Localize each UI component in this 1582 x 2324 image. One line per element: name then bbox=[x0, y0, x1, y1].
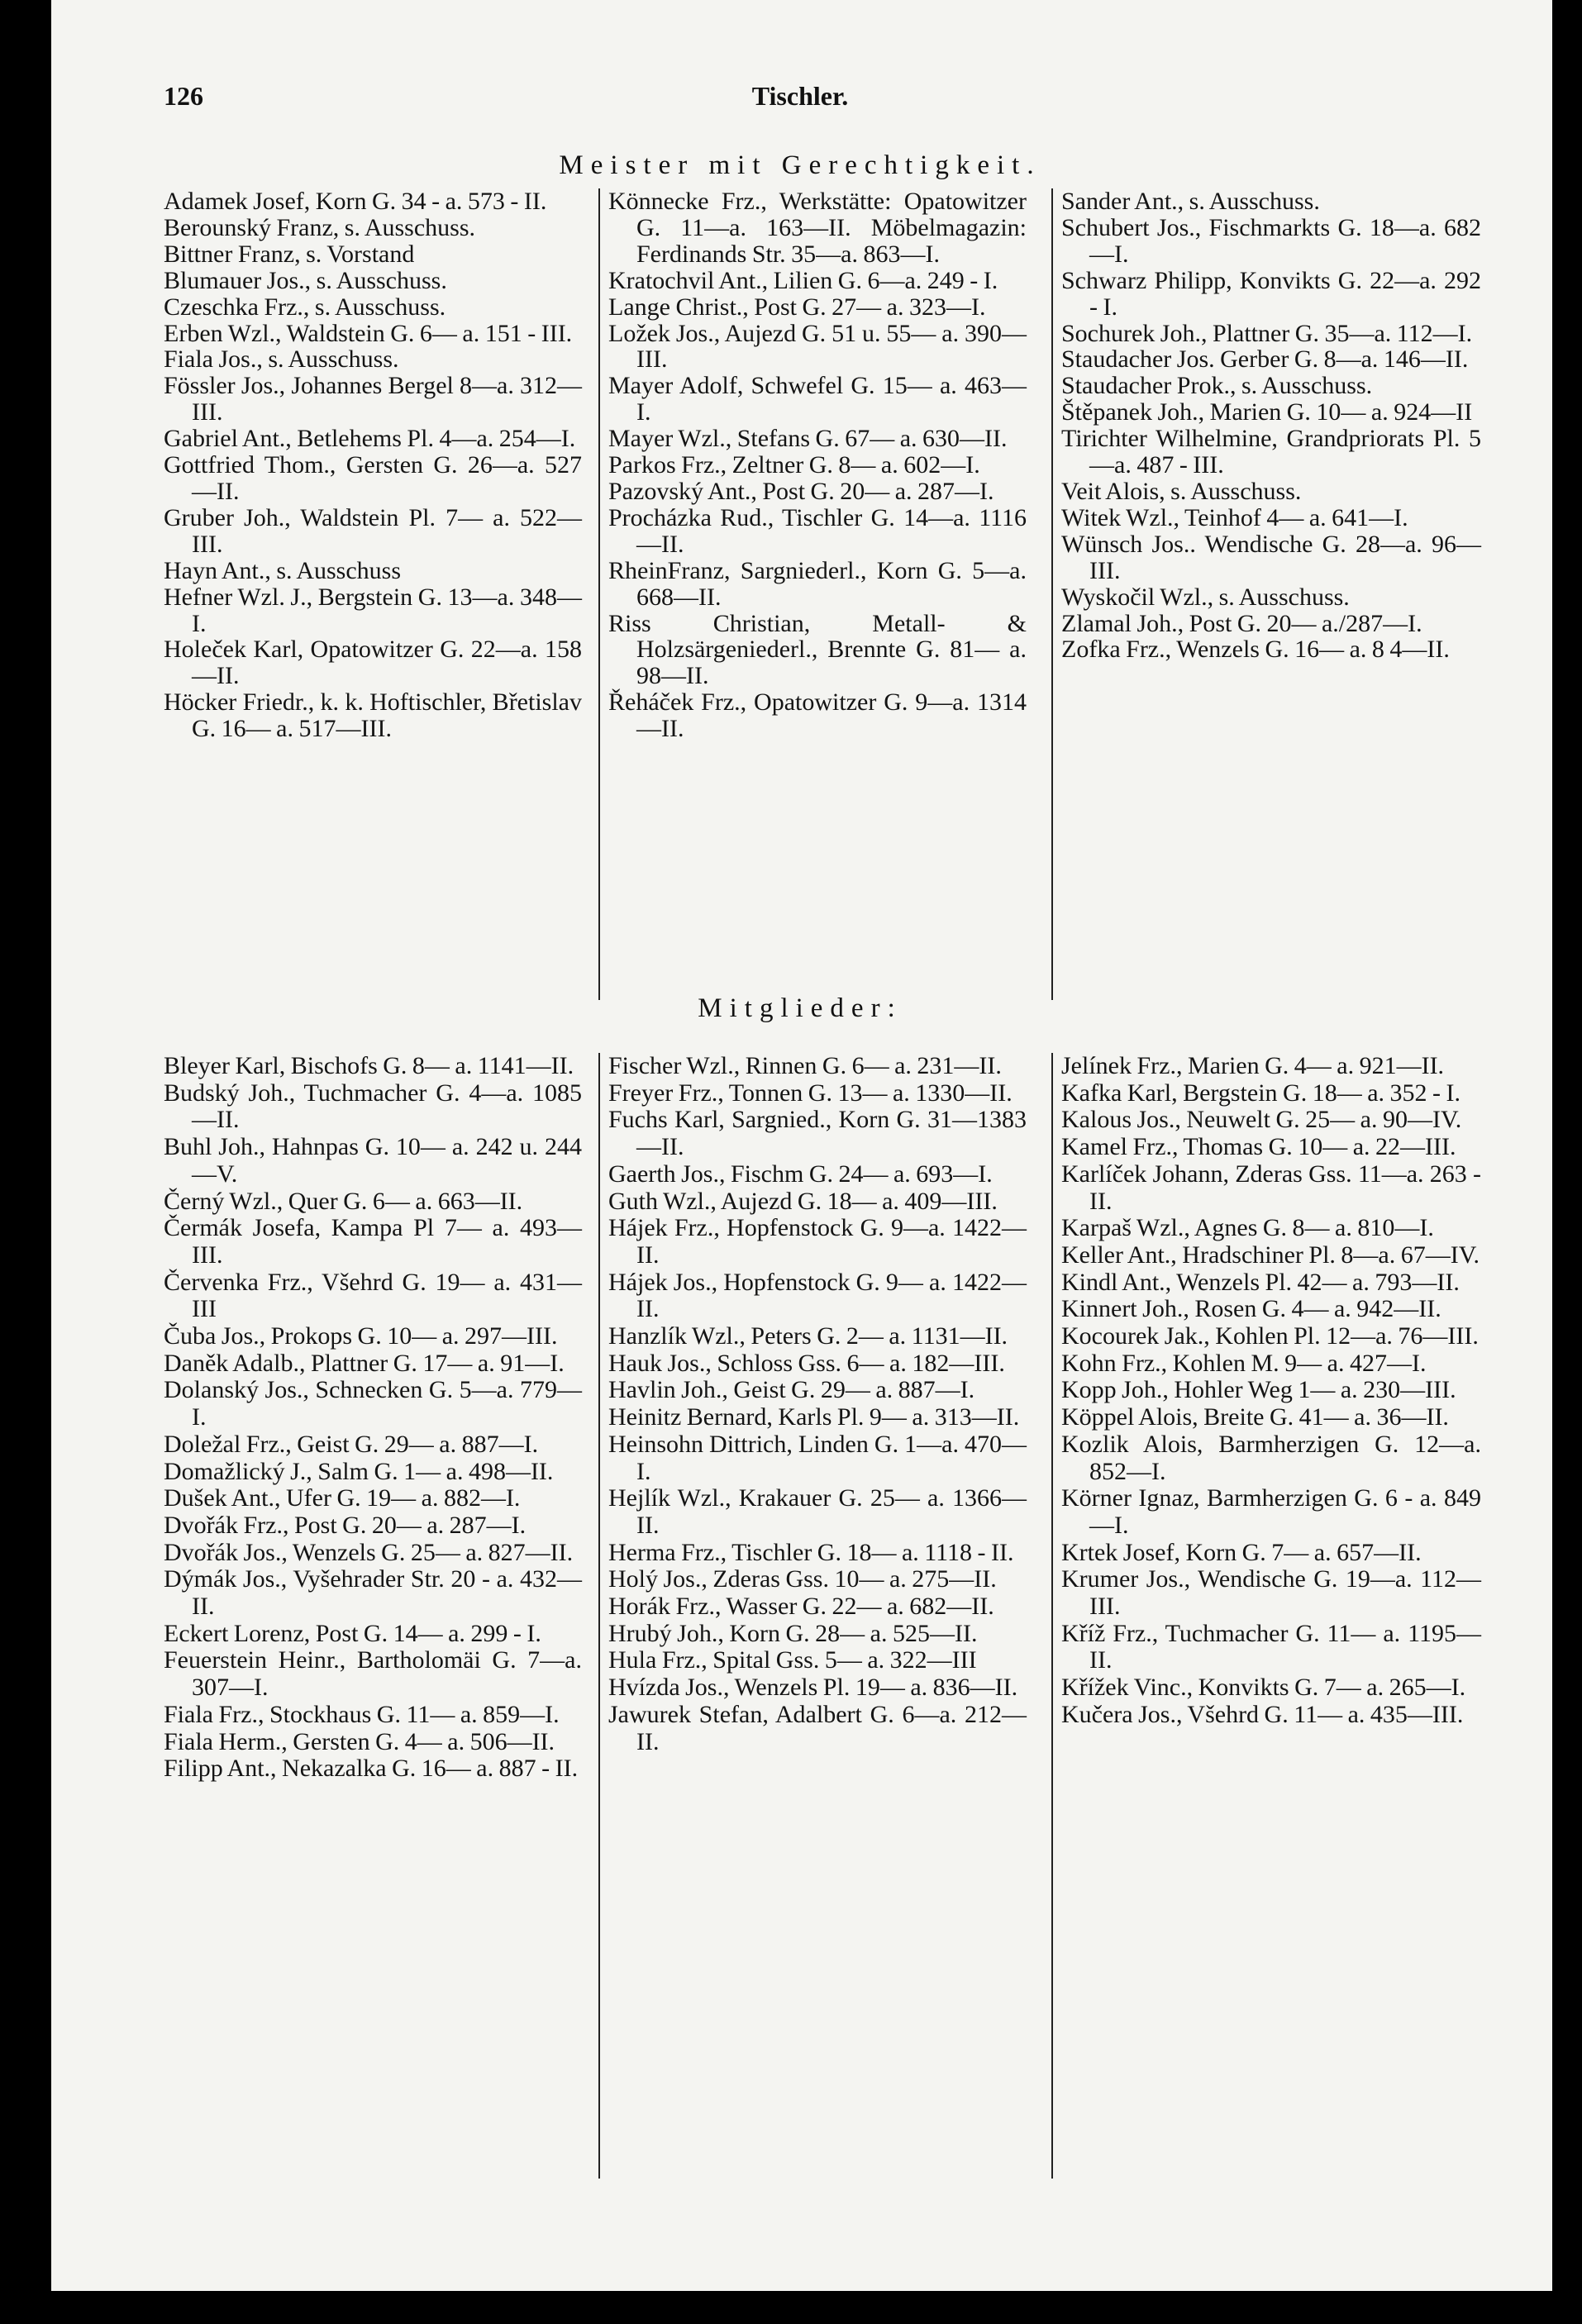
directory-entry: Holeček Karl, Opatowitzer G. 22—a. 158—II. bbox=[164, 636, 582, 690]
directory-entry: Körner Ignaz, Barmherzigen G. 6 - a. 849—I. bbox=[1061, 1484, 1481, 1539]
directory-entry: Gottfried Thom., Gersten G. 26—a. 527—II. bbox=[164, 451, 582, 505]
directory-entry: Gaerth Jos., Fischm G. 24— a. 693—I. bbox=[608, 1160, 993, 1188]
directory-entry: Kohn Frz., Kohlen M. 9— a. 427—I. bbox=[1061, 1349, 1427, 1377]
directory-entry: Hula Frz., Spital Gss. 5— a. 322—III bbox=[608, 1646, 977, 1674]
directory-entry: Hájek Jos., Hopfenstock G. 9— a. 1422—II. bbox=[608, 1268, 1027, 1323]
directory-entry: Köppel Alois, Breite G. 41— a. 36—II. bbox=[1061, 1403, 1449, 1431]
directory-entry: Kratochvil Ant., Lilien G. 6—a. 249 - I. bbox=[608, 266, 998, 294]
directory-entry: Fiala Herm., Gersten G. 4— a. 506—II. bbox=[164, 1727, 555, 1755]
section-masters bbox=[162, 188, 1481, 1000]
directory-entry: Hejlík Wzl., Krakauer G. 25— a. 1366—II. bbox=[608, 1484, 1027, 1539]
directory-entry: Guth Wzl., Aujezd G. 18— a. 409—III. bbox=[608, 1187, 998, 1215]
directory-entry: Krtek Josef, Korn G. 7— a. 657—II. bbox=[1061, 1538, 1422, 1566]
directory-entry: Dušek Ant., Ufer G. 19— a. 882—I. bbox=[164, 1484, 521, 1512]
page-title: Tischler. bbox=[751, 81, 849, 111]
directory-entry: Schubert Jos., Fischmarkts G. 18—a. 682—I. bbox=[1061, 213, 1481, 268]
directory-entry: Hvízda Jos., Wenzels Pl. 19— a. 836—II. bbox=[608, 1674, 1018, 1702]
directory-entry: Staudacher Prok., s. Ausschuss. bbox=[1061, 372, 1373, 400]
directory-entry: Riss Christian, Metall- & Holzsärgeniederl., Brennte G. 81— a. 98—II. bbox=[608, 609, 1027, 690]
directory-entry: Gruber Joh., Waldstein Pl. 7— a. 522—III. bbox=[164, 503, 582, 558]
directory-entry: Kalous Jos., Neuwelt G. 25— a. 90—IV. bbox=[1061, 1106, 1462, 1134]
directory-entry: Heinsohn Dittrich, Linden G. 1—a. 470—I. bbox=[608, 1430, 1027, 1485]
directory-entry: RheinFranz, Sargniederl., Korn G. 5—a. 668—II. bbox=[608, 556, 1027, 611]
directory-entry: Filipp Ant., Nekazalka G. 16— a. 887 - II. bbox=[164, 1755, 579, 1783]
directory-entry: Schwarz Philipp, Konvikts G. 22—a. 292 - I. bbox=[1061, 266, 1481, 321]
directory-entry: Czeschka Frz., s. Ausschuss. bbox=[164, 293, 446, 321]
directory-entry: Hanzlík Wzl., Peters G. 2— a. 1131—II. bbox=[608, 1322, 1008, 1350]
directory-entry: Karlíček Johann, Zderas Gss. 11—a. 263 - II. bbox=[1061, 1160, 1481, 1215]
directory-entry: Kozlik Alois, Barmherzigen G. 12—a. 852—I. bbox=[1061, 1430, 1481, 1485]
directory-entry: Witek Wzl., Teinhof 4— a. 641—I. bbox=[1061, 503, 1408, 531]
directory-entry: Havlin Joh., Geist G. 29— a. 887—I. bbox=[608, 1376, 975, 1404]
directory-entry: Holý Jos., Zderas Gss. 10— a. 275—II. bbox=[608, 1565, 997, 1593]
section-members bbox=[162, 1052, 1481, 2179]
directory-entry: Řeháček Frz., Opatowitzer G. 9—a. 1314—II. bbox=[608, 688, 1027, 743]
directory-entry: Kamel Frz., Thomas G. 10— a. 22—III. bbox=[1061, 1133, 1456, 1161]
directory-entry: Bittner Franz, s. Vorstand bbox=[164, 240, 415, 268]
scan-border-bottom bbox=[0, 2291, 1582, 2324]
directory-entry: Fuchs Karl, Sargnied., Korn G. 31—1383—II. bbox=[608, 1106, 1027, 1161]
column-rule bbox=[598, 188, 600, 1000]
directory-entry: Dýmák Jos., Vyšehrader Str. 20 - a. 432—II. bbox=[164, 1565, 582, 1621]
directory-entry: Hrubý Joh., Korn G. 28— a. 525—II. bbox=[608, 1619, 978, 1647]
masters-column-2 bbox=[605, 188, 1032, 1000]
directory-entry: Jelínek Frz., Marien G. 4— a. 921—II. bbox=[1061, 1052, 1445, 1079]
directory-entry: Kafka Karl, Bergstein G. 18— a. 352 - I. bbox=[1061, 1079, 1460, 1107]
section-heading-members: Mitglieder: bbox=[698, 993, 903, 1023]
page-number: 126 bbox=[164, 81, 203, 111]
directory-entry: Ložek Jos., Aujezd G. 51 u. 55— a. 390—III. bbox=[608, 319, 1027, 374]
directory-entry: Fiala Jos., s. Ausschuss. bbox=[164, 345, 399, 374]
directory-entry: Heinitz Bernard, Karls Pl. 9— a. 313—II. bbox=[608, 1403, 1020, 1431]
directory-entry: Höcker Friedr., k. k. Hoftischler, Břetislav G. 16— a. 517—III. bbox=[164, 688, 582, 743]
directory-entry: Feuerstein Heinr., Bartholomäi G. 7—a. 307—I. bbox=[164, 1646, 582, 1702]
column-rule bbox=[1051, 188, 1053, 1000]
directory-entry: Hauk Jos., Schloss Gss. 6— a. 182—III. bbox=[608, 1349, 1005, 1377]
directory-entry: Herma Frz., Tischler G. 18— a. 1118 - II. bbox=[608, 1538, 1014, 1566]
directory-entry: Daněk Adalb., Plattner G. 17— a. 91—I. bbox=[164, 1349, 565, 1377]
directory-entry: Kindl Ant., Wenzels Pl. 42— a. 793—II. bbox=[1061, 1268, 1460, 1296]
directory-entry: Budský Joh., Tuchmacher G. 4—a. 1085—II. bbox=[164, 1079, 582, 1134]
directory-entry: Mayer Adolf, Schwefel G. 15— a. 463—I. bbox=[608, 372, 1027, 426]
directory-entry: Doležal Frz., Geist G. 29— a. 887—I. bbox=[164, 1430, 539, 1458]
directory-entry: Wünsch Jos.. Wendische G. 28—a. 96—III. bbox=[1061, 530, 1481, 584]
running-header bbox=[164, 81, 1437, 114]
directory-entry: Kocourek Jak., Kohlen Pl. 12—a. 76—III. bbox=[1061, 1322, 1479, 1350]
directory-entry: Eckert Lorenz, Post G. 14— a. 299 - I. bbox=[164, 1619, 541, 1647]
directory-entry: Lange Christ., Post G. 27— a. 323—I. bbox=[608, 293, 986, 321]
directory-entry: Černý Wzl., Quer G. 6— a. 663—II. bbox=[164, 1187, 523, 1215]
directory-entry: Könnecke Frz., Werkstätte: Opatowitzer G. 11—a. 163—II. Möbelmagazin: Ferdinands Str. 35—a. 863—I. bbox=[608, 188, 1027, 268]
directory-entry: Freyer Frz., Tonnen G. 13— a. 1330—II. bbox=[608, 1079, 1013, 1107]
directory-entry: Domažlický J., Salm G. 1— a. 498—II. bbox=[164, 1457, 554, 1485]
directory-entry: Veit Alois, s. Ausschuss. bbox=[1061, 477, 1302, 505]
scan-border-left bbox=[0, 0, 51, 2324]
directory-entry: Horák Frz., Wasser G. 22— a. 682—II. bbox=[608, 1593, 994, 1621]
directory-entry: Procházka Rud., Tischler G. 14—a. 1116—II. bbox=[608, 503, 1027, 558]
directory-entry: Hefner Wzl. J., Bergstein G. 13—a. 348—I. bbox=[164, 583, 582, 637]
directory-entry: Fischer Wzl., Rinnen G. 6— a. 231—II. bbox=[608, 1052, 1002, 1079]
directory-entry: Kučera Jos., Všehrd G. 11— a. 435—III. bbox=[1061, 1700, 1464, 1728]
directory-entry: Krumer Jos., Wendische G. 19—a. 112—III. bbox=[1061, 1565, 1481, 1621]
directory-entry: Keller Ant., Hradschiner Pl. 8—a. 67—IV. bbox=[1061, 1241, 1480, 1269]
directory-entry: Sochurek Joh., Plattner G. 35—a. 112—I. bbox=[1061, 319, 1473, 347]
directory-entry: Dvořák Jos., Wenzels G. 25— a. 827—II. bbox=[164, 1538, 574, 1566]
directory-entry: Kopp Joh., Hohler Weg 1— a. 230—III. bbox=[1061, 1376, 1456, 1404]
section-heading-masters: Meister mit Gerechtigkeit. bbox=[559, 150, 1041, 180]
directory-entry: Gabriel Ant., Betlehems Pl. 4—a. 254—I. bbox=[164, 425, 576, 453]
directory-entry: Pazovský Ant., Post G. 20— a. 287—I. bbox=[608, 477, 994, 505]
directory-entry: Mayer Wzl., Stefans G. 67— a. 630—II. bbox=[608, 425, 1008, 453]
directory-entry: Štěpanek Joh., Marien G. 10— a. 924—II bbox=[1061, 398, 1473, 426]
members-column-1 bbox=[162, 1053, 588, 2179]
directory-entry: Kinnert Joh., Rosen G. 4— a. 942—II. bbox=[1061, 1295, 1441, 1323]
directory-entry: Fössler Jos., Johannes Bergel 8—a. 312—III. bbox=[164, 372, 582, 426]
directory-entry: Buhl Joh., Hahnpas G. 10— a. 242 u. 244—V. bbox=[164, 1133, 582, 1188]
masters-column-1 bbox=[162, 188, 588, 1000]
directory-entry: Dvořák Frz., Post G. 20— a. 287—I. bbox=[164, 1511, 527, 1539]
directory-entry: Adamek Josef, Korn G. 34 - a. 573 - II. bbox=[164, 188, 547, 215]
directory-entry: Bleyer Karl, Bischofs G. 8— a. 1141—II. bbox=[164, 1052, 574, 1079]
directory-entry: Erben Wzl., Waldstein G. 6— a. 151 - III. bbox=[164, 319, 573, 347]
directory-entry: Karpaš Wzl., Agnes G. 8— a. 810—I. bbox=[1061, 1214, 1434, 1242]
directory-entry: Fiala Frz., Stockhaus G. 11— a. 859—I. bbox=[164, 1700, 560, 1728]
directory-entry: Zlamal Joh., Post G. 20— a./287—I. bbox=[1061, 609, 1422, 637]
directory-entry: Staudacher Jos. Gerber G. 8—a. 146—II. bbox=[1061, 345, 1469, 374]
masters-column-3 bbox=[1058, 188, 1484, 1000]
directory-entry: Berounský Franz, s. Ausschuss. bbox=[164, 213, 475, 241]
members-column-3 bbox=[1058, 1053, 1484, 2179]
directory-entry: Zofka Frz., Wenzels G. 16— a. 8 4—II. bbox=[1061, 636, 1450, 664]
scan-border-right bbox=[1552, 0, 1582, 2324]
directory-entry: Červenka Frz., Všehrd G. 19— a. 431—III bbox=[164, 1268, 582, 1323]
directory-entry: Parkos Frz., Zeltner G. 8— a. 602—I. bbox=[608, 451, 980, 479]
members-column-2 bbox=[605, 1053, 1032, 2179]
directory-entry: Čuba Jos., Prokops G. 10— a. 297—III. bbox=[164, 1322, 558, 1350]
directory-entry: Tirichter Wilhelmine, Grandpriorats Pl. 5—a. 487 - III. bbox=[1061, 425, 1481, 479]
directory-entry: Čermák Josefa, Kampa Pl 7— a. 493—III. bbox=[164, 1214, 582, 1269]
directory-entry: Blumauer Jos., s. Ausschuss. bbox=[164, 266, 447, 294]
directory-entry: Křížek Vinc., Konvikts G. 7— a. 265—I. bbox=[1061, 1674, 1466, 1702]
column-rule bbox=[1051, 1053, 1053, 2179]
directory-entry: Hayn Ant., s. Ausschuss bbox=[164, 556, 402, 584]
directory-entry: Jawurek Stefan, Adalbert G. 6—a. 212—II. bbox=[608, 1700, 1027, 1755]
directory-entry: Kříž Frz., Tuchmacher G. 11— a. 1195—II. bbox=[1061, 1619, 1481, 1674]
column-rule bbox=[598, 1053, 600, 2179]
directory-entry: Sander Ant., s. Ausschuss. bbox=[1061, 188, 1320, 215]
directory-entry: Wyskočil Wzl., s. Ausschuss. bbox=[1061, 583, 1350, 611]
directory-entry: Hájek Frz., Hopfenstock G. 9—a. 1422—II. bbox=[608, 1214, 1027, 1269]
directory-entry: Dolanský Jos., Schnecken G. 5—a. 779—I. bbox=[164, 1376, 582, 1431]
